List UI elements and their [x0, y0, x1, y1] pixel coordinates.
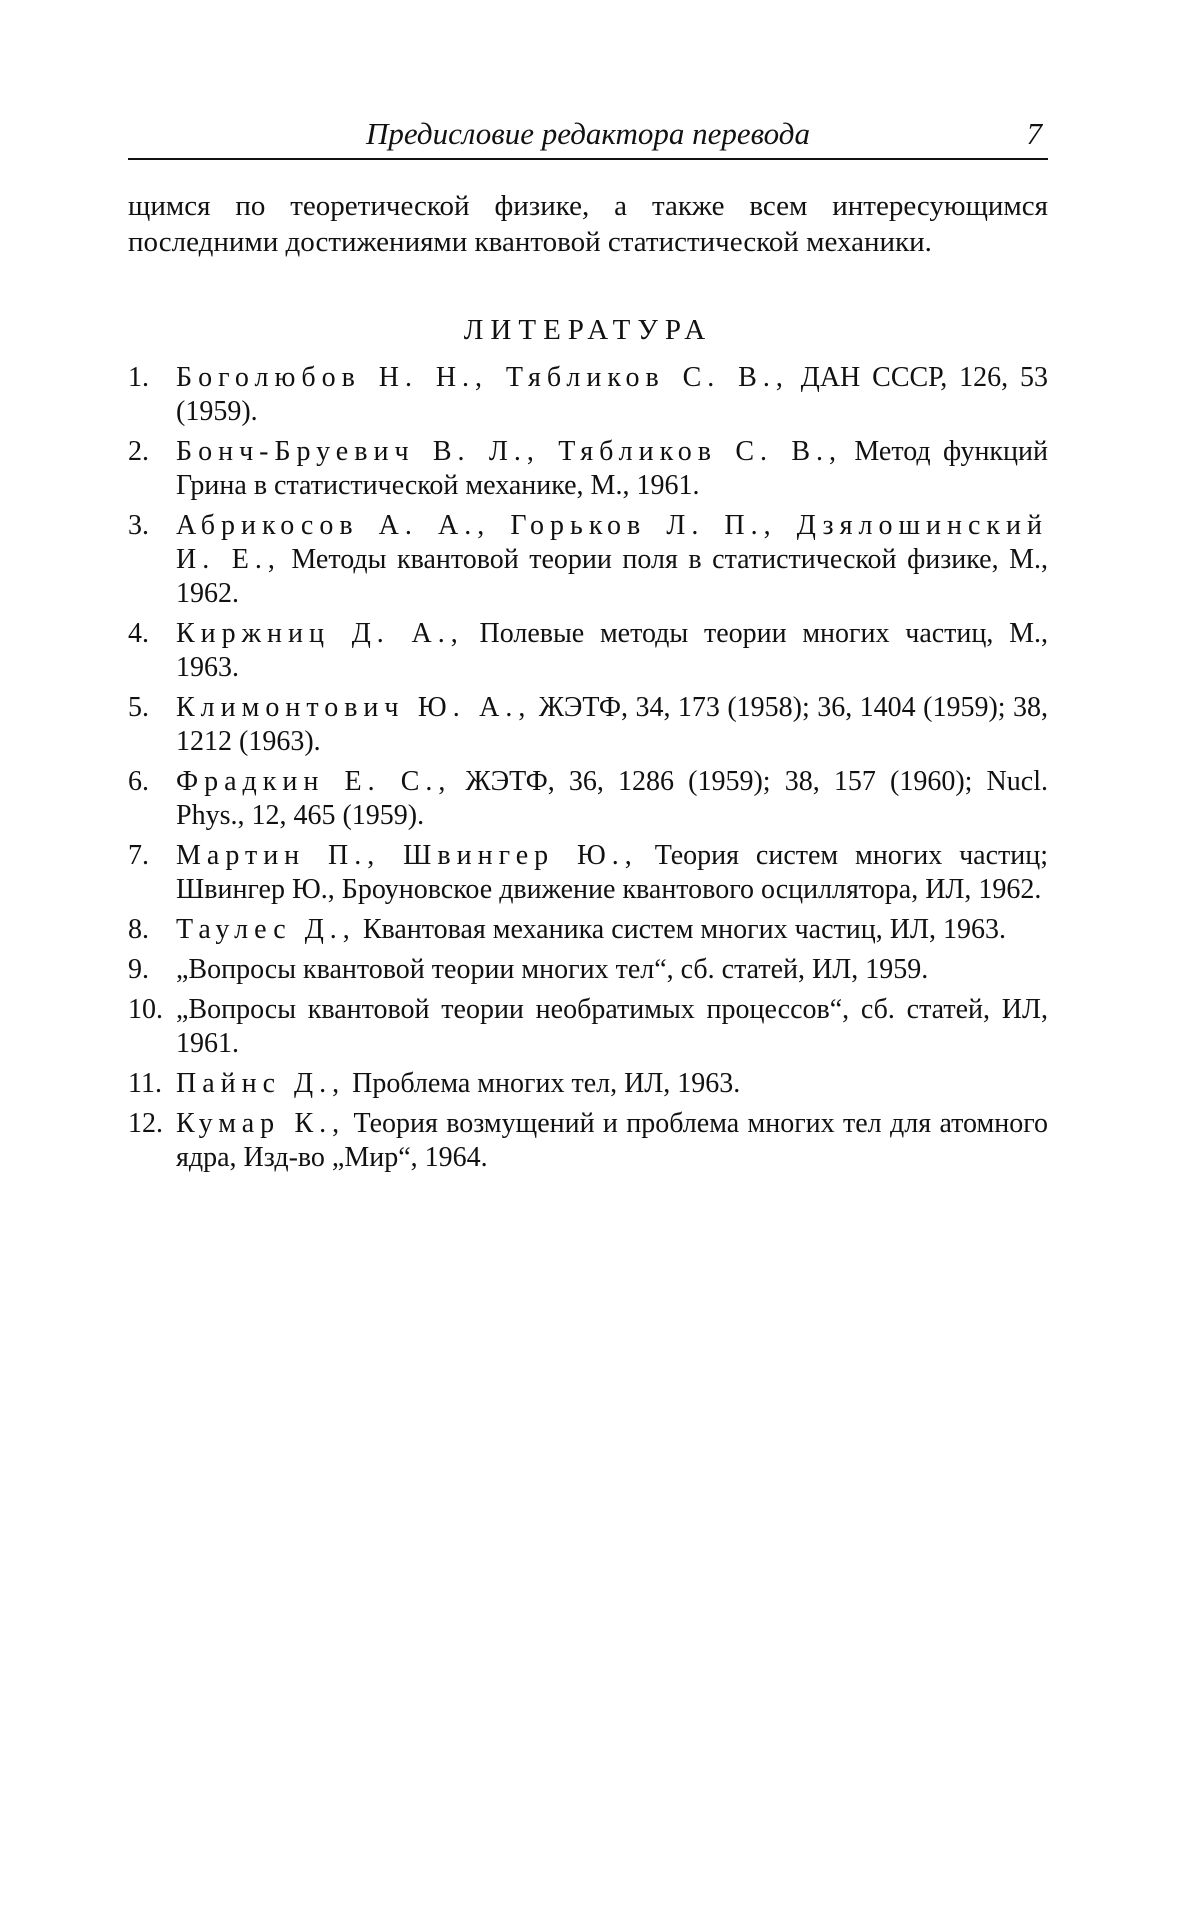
reference-list: [128, 361, 1048, 1175]
reference-number: 9.: [128, 954, 149, 985]
reference-details: „Вопросы квантовой теории необратимых процессов“, сб. статей, ИЛ, 1961.: [176, 994, 1048, 1059]
intro-paragraph: щимся по теоретической физике, а также всем интересующимся последними достижениями квантовой статистической механики.: [128, 190, 1048, 258]
page-number: 7: [1026, 116, 1042, 151]
reference-item: [128, 765, 1048, 833]
section-heading: ЛИТЕРАТУРА: [463, 314, 713, 346]
reference-author: Бонч-Бруевич В. Л., Тябликов С. В.,: [176, 436, 843, 467]
reference-author: Киржниц Д. А.,: [176, 618, 464, 649]
reference-item: [128, 617, 1048, 685]
reference-item: [128, 691, 1048, 759]
reference-author: Кумар К.,: [176, 1108, 346, 1139]
reference-author: Таулес Д.,: [176, 914, 356, 945]
reference-item: [128, 993, 1048, 1061]
reference-item: [128, 509, 1048, 611]
reference-number: 10.: [128, 994, 163, 1025]
reference-number: 12.: [128, 1108, 163, 1139]
reference-details: ЖЭТФ, 34, 173 (1958); 36, 1404 (1959); 38, 1212 (1963).: [176, 692, 1048, 757]
reference-number: 7.: [128, 840, 149, 871]
reference-author: Мартин П., Швингер Ю.,: [176, 840, 638, 871]
book-page: [128, 108, 1048, 1181]
reference-number: 4.: [128, 618, 149, 649]
reference-item: [128, 1067, 1048, 1101]
reference-author: Фрадкин Е. С.,: [176, 766, 452, 797]
reference-details: „Вопросы квантовой теории многих тел“, сб. статей, ИЛ, 1959.: [176, 954, 929, 985]
reference-number: 2.: [128, 436, 149, 467]
reference-item: [128, 953, 1048, 987]
reference-details: Проблема многих тел, ИЛ, 1963.: [345, 1068, 741, 1099]
reference-author: Климонтович Ю. А.,: [176, 692, 532, 723]
reference-number: 8.: [128, 914, 149, 945]
running-header: [128, 108, 1048, 160]
reference-item: [128, 361, 1048, 429]
reference-details: ЖЭТФ, 36, 1286 (1959); 38, 157 (1960); Nucl. Phys., 12, 465 (1959).: [176, 766, 1048, 831]
reference-number: 6.: [128, 766, 149, 797]
reference-author: Боголюбов Н. Н., Тябликов С. В.,: [176, 362, 789, 393]
reference-number: 1.: [128, 362, 149, 393]
reference-author: Пайнс Д.,: [176, 1068, 346, 1099]
reference-item: [128, 435, 1048, 503]
reference-item: [128, 913, 1048, 947]
reference-item: [128, 839, 1048, 907]
reference-details: Метод функций Грина в статистической механике, М., 1961.: [176, 436, 1048, 501]
reference-details: ДАН СССР, 126, 53 (1959).: [176, 362, 1048, 427]
reference-number: 5.: [128, 692, 149, 723]
running-title: Предисловие редактора перевода: [366, 116, 810, 151]
reference-number: 11.: [128, 1068, 162, 1099]
reference-details: Квантовая механика систем многих частиц, ИЛ, 1963.: [355, 914, 1006, 945]
reference-details: Теория систем многих частиц; Швингер Ю., Броуновское движение квантового осциллятора, ИЛ, 1962.: [176, 840, 1049, 905]
reference-details: Полевые методы теории многих частиц, М., 1963.: [176, 618, 1049, 683]
reference-details: Теория возмущений и проблема многих тел для атомного ядра, Изд-во „Мир“, 1964.: [176, 1108, 1048, 1173]
reference-details: Методы квантовой теории поля в статистической физике, М., 1962.: [176, 544, 1048, 609]
reference-author: Абрикосов А. А., Горьков Л. П., Дзялошинский И. Е.,: [176, 510, 1048, 575]
reference-number: 3.: [128, 510, 149, 541]
reference-item: [128, 1107, 1048, 1175]
